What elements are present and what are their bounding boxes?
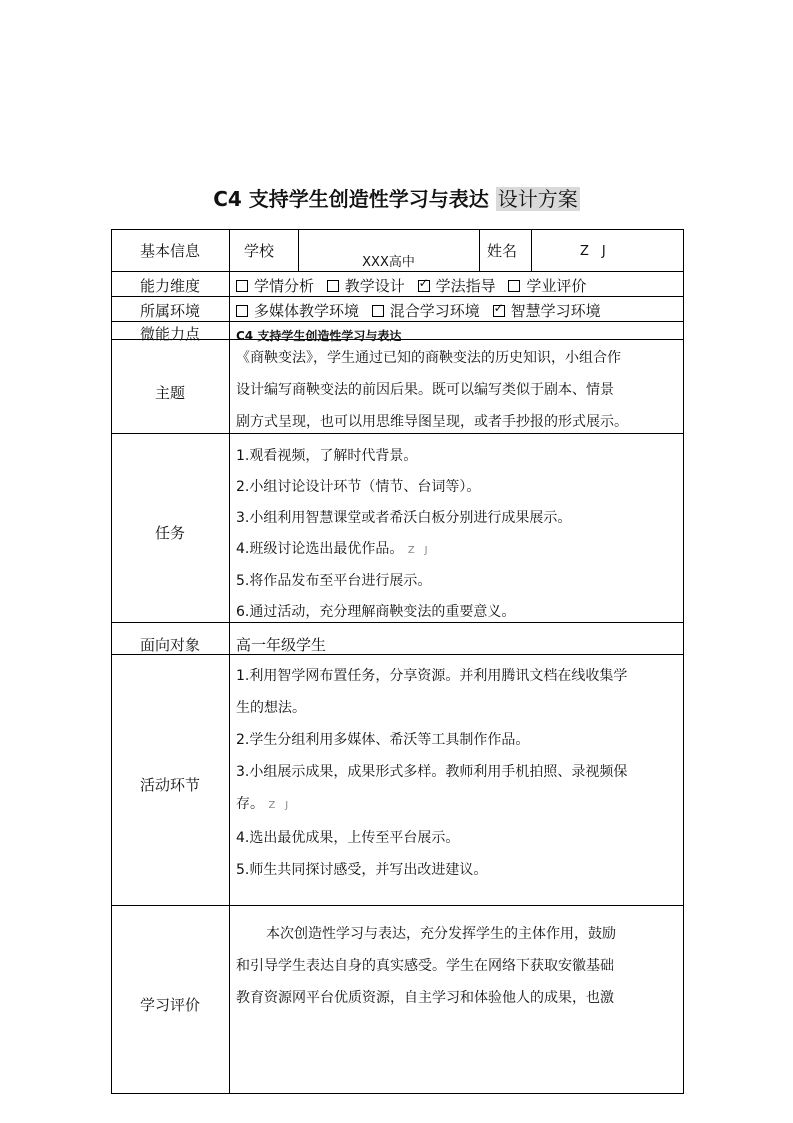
activity-list [236,660,627,886]
activity-item: 3.小组展示成果，成果形式多样。教师利用手机拍照、录视频保 [236,764,628,780]
table-border-top [111,229,683,230]
task-list [236,441,571,628]
school-label: 学校 [244,242,275,260]
row-line [111,296,683,297]
title-main: C4 支持学生创造性学习与表达 [213,187,489,211]
theme-line: 设计编写商鞅变法的前因后果。既可以编写类似于剧本、情景 [236,382,614,398]
evaluation-line: 教育资源网平台优质资源，自主学习和体验他人的成果，也激 [236,990,614,1006]
name-value: Z J [580,244,606,259]
table-border-bottom [111,1093,683,1094]
row-line [111,905,683,906]
env-option[interactable]: ✓ 智慧学习环境 [493,302,601,320]
task-item: 5.将作品发布至平台进行展示。 [236,573,432,589]
ability-options [236,275,594,296]
checkbox[interactable] [372,305,384,317]
ability-label: 能力维度 [139,277,200,295]
task-item: 2.小组讨论设计环节（情节、台词等）。 [236,479,481,495]
basic-info-label: 基本信息 [139,242,200,260]
env-option[interactable]: 多媒体教学环境 [236,302,359,320]
micro-ability-value: C4 支持学生创造性学习与表达 [236,329,402,343]
checkbox[interactable] [508,280,520,292]
name-label: 姓名 [487,242,518,260]
col-divider [479,229,480,271]
environment-label: 所属环境 [139,302,200,320]
evaluation-line: 本次创造性学习与表达，充分发挥学生的主体作用，鼓励 [266,926,616,942]
evaluation-text [236,918,616,1014]
ability-option[interactable]: 学业评价 [508,277,586,295]
row-line [111,271,683,272]
checkbox[interactable] [327,280,339,292]
theme-line: 剧方式呈现，也可以用思维导图呈现，或者手抄报的形式展示。 [236,414,628,430]
theme-label: 主题 [154,384,185,402]
ability-option[interactable]: ✓ 学法指导 [418,277,496,295]
activity-item: 1.利用智学网布置任务，分享资源。并利用腾讯文档在线收集学 [236,668,628,684]
task-label: 任务 [154,524,185,542]
checkbox[interactable] [236,305,248,317]
evaluation-label: 学习评价 [139,996,200,1014]
activity-item: 生的想法。 [236,700,306,716]
school-value: XXX高中 [362,255,415,270]
title-highlight: 设计方案 [497,187,578,211]
activity-label: 活动环节 [139,776,200,794]
environment-options [236,300,609,321]
ability-option[interactable]: 教学设计 [327,277,405,295]
activity-item: 5.师生共同探讨感受，并写出改进建议。 [236,862,488,878]
task-mark: Z J [407,545,428,556]
audience-label: 面向对象 [139,636,200,654]
evaluation-line: 和引导学生表达自身的真实感受。学生在网络下获取安徽基础 [236,958,614,974]
label-column-divider [229,229,230,1094]
theme-text [236,342,628,438]
checkbox-checked[interactable] [493,305,505,317]
audience-value: 高一年级学生 [236,636,327,654]
row-line [111,321,683,322]
table-border-right [683,229,684,1094]
activity-item: 存。 Z J [236,796,289,812]
micro-ability-label: 微能力点 [139,325,200,343]
document-title [0,183,793,212]
col-divider [531,229,532,271]
checkbox[interactable] [236,280,248,292]
activity-mark: Z J [268,800,289,811]
table-border-left [111,229,112,1094]
env-option[interactable]: 混合学习环境 [372,302,480,320]
activity-item: 2.学生分组利用多媒体、希沃等工具制作作品。 [236,732,530,748]
task-item: 3.小组利用智慧课堂或者希沃白板分别进行成果展示。 [236,510,572,526]
task-item: 4.班级讨论选出最优作品。 Z J [236,541,428,557]
task-item: 6.通过活动，充分理解商鞅变法的重要意义。 [236,604,516,620]
checkbox-checked[interactable] [418,280,430,292]
task-item: 1.观看视频，了解时代背景。 [236,448,418,464]
theme-line: 《商鞅变法》，学生通过已知的商鞅变法的历史知识，小组合作 [236,350,621,366]
ability-option[interactable]: 学情分析 [236,277,314,295]
activity-item: 4.选出最优成果，上传至平台展示。 [236,830,460,846]
